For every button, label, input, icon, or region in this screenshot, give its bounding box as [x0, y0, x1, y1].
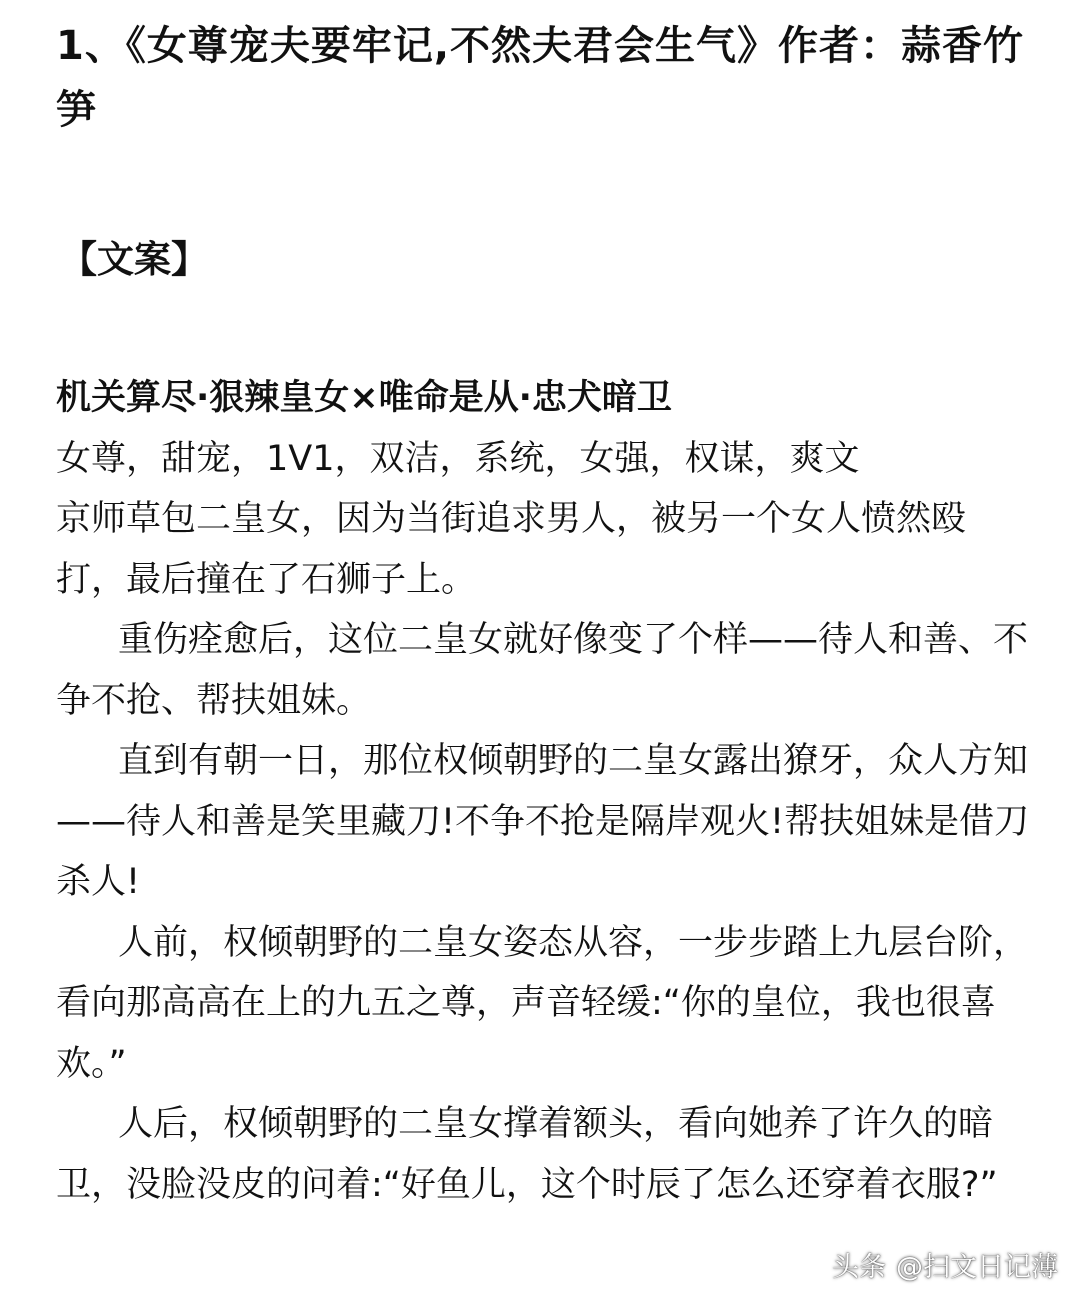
article-body [56, 368, 1031, 1215]
watermark-source: 头条 [832, 1252, 886, 1283]
body-paragraph: 直到有朝一日，那位权倾朝野的二皇女露出獠牙，众人方知——待人和善是笑里藏刀!不争不抢是隔岸观火!帮扶姐妹是借刀杀人! [56, 741, 1030, 902]
tagline: 机关算尽·狠辣皇女×唯命是从·忠犬暗卫 [56, 378, 672, 418]
body-paragraph: 人前，权倾朝野的二皇女姿态从容，一步步踏上九层台阶，看向那高高在上的九五之尊，声音轻缓:“你的皇位，我也很喜欢。” [56, 922, 1029, 1084]
section-heading: 【文案】 [60, 238, 208, 281]
body-paragraph: 人后，权倾朝野的二皇女撑着额头，看向她养了许久的暗卫，没脸没皮的问着:“好鱼儿，这个时辰了怎么还穿着衣服?” [56, 1104, 998, 1205]
body-paragraph: 京师草包二皇女，因为当街追求男人，被另一个女人愤然殴打，最后撞在了石狮子上。 [56, 499, 967, 600]
body-paragraph: 重伤痊愈后，这位二皇女就好像变了个样——待人和善、不争不抢、帮扶姐妹。 [56, 620, 1029, 721]
watermark-author: @扫文日记薄 [896, 1252, 1058, 1283]
tags-paragraph: 女尊，甜宠，1V1，双洁，系统，女强，权谋，爽文 [56, 438, 860, 479]
watermark [832, 1251, 1058, 1285]
article-title: 1、《女尊宠夫要牢记,不然夫君会生气》作者：蒜香竹笋 [56, 23, 1025, 133]
